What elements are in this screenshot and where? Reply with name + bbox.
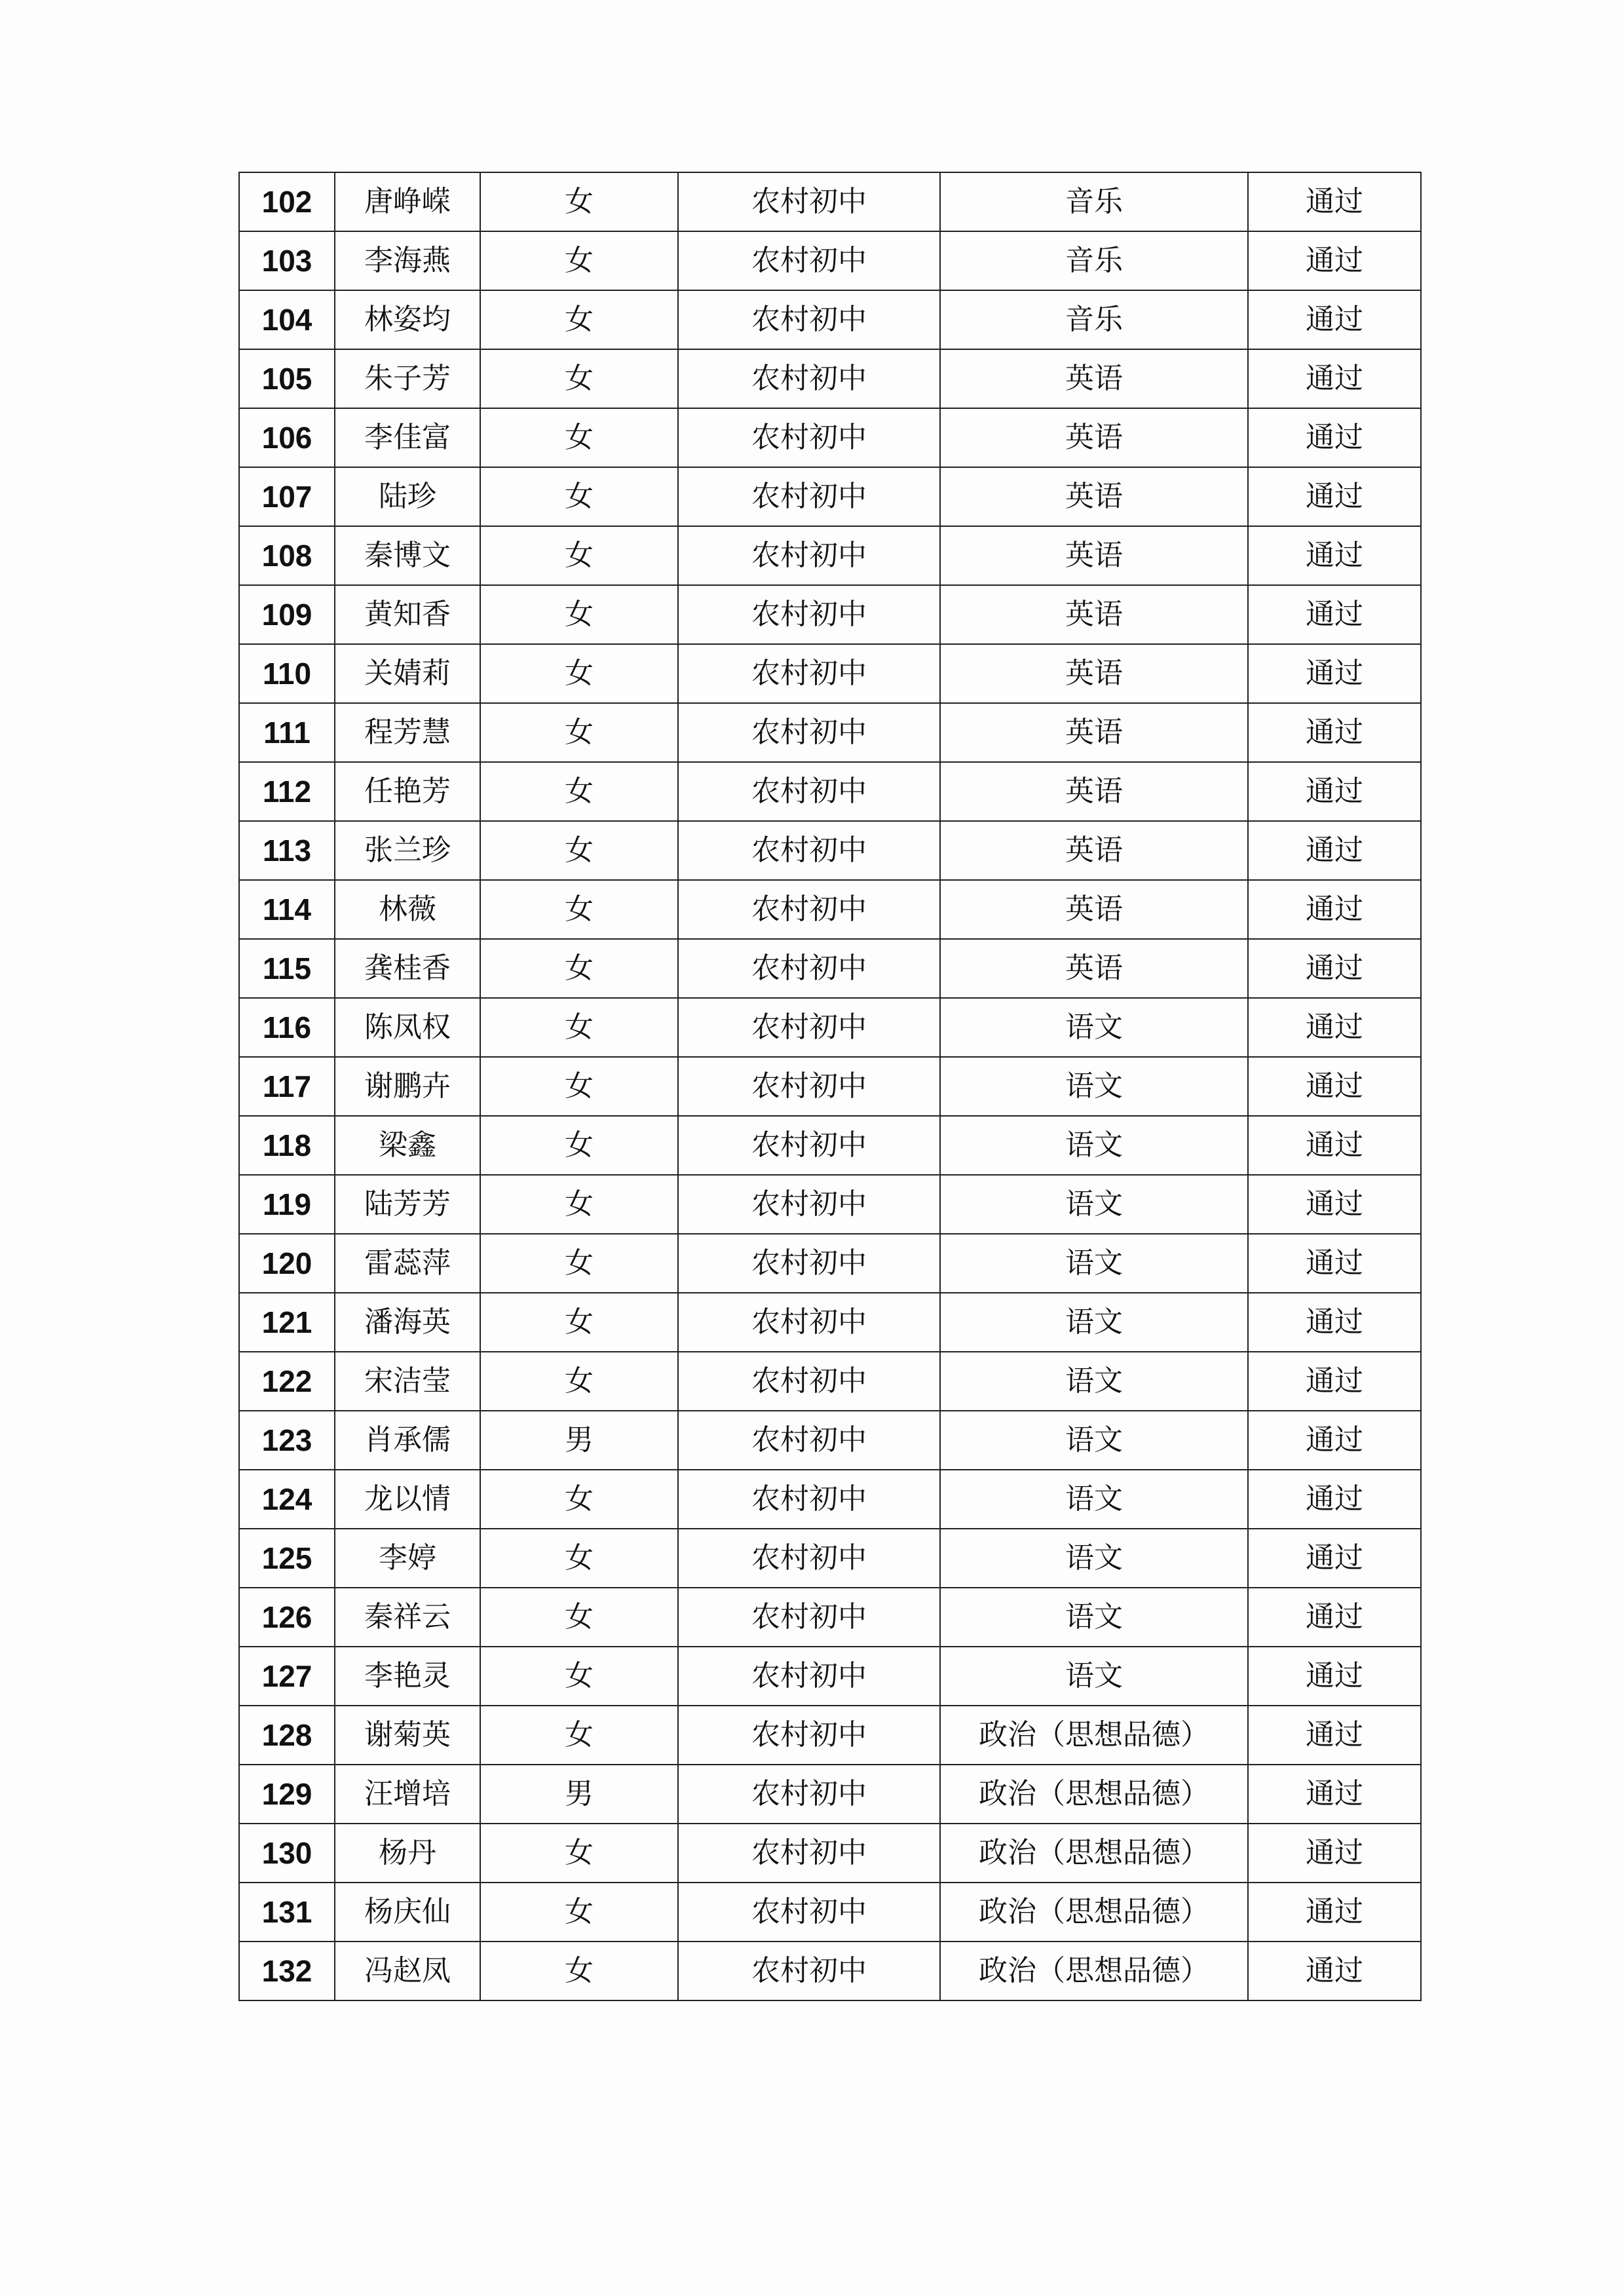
- table-row: [239, 1824, 1421, 1883]
- result-cell: 通过: [1248, 467, 1421, 526]
- school-type-cell: 农村初中: [678, 585, 940, 644]
- gender-cell: 女: [480, 762, 678, 821]
- gender-cell: 女: [480, 231, 678, 290]
- result-cell: 通过: [1248, 1057, 1421, 1116]
- subject-cell: 政治（思想品德）: [940, 1824, 1248, 1883]
- candidate-name: 潘海英: [335, 1293, 480, 1352]
- school-type-cell: 农村初中: [678, 1470, 940, 1529]
- gender-cell: 女: [480, 349, 678, 408]
- table-row: [239, 821, 1421, 880]
- gender-cell: 女: [480, 1234, 678, 1293]
- gender-cell: 女: [480, 1824, 678, 1883]
- candidate-name: 朱子芳: [335, 349, 480, 408]
- gender-cell: 女: [480, 290, 678, 349]
- school-type-cell: 农村初中: [678, 526, 940, 585]
- result-cell: 通过: [1248, 880, 1421, 939]
- row-number: 105: [239, 349, 335, 408]
- result-cell: 通过: [1248, 408, 1421, 467]
- result-cell: 通过: [1248, 1706, 1421, 1765]
- subject-cell: 音乐: [940, 231, 1248, 290]
- result-cell: 通过: [1248, 703, 1421, 762]
- result-cell: 通过: [1248, 1234, 1421, 1293]
- school-type-cell: 农村初中: [678, 1175, 940, 1234]
- gender-cell: 女: [480, 1883, 678, 1942]
- table-row: [239, 1293, 1421, 1352]
- subject-cell: 英语: [940, 644, 1248, 703]
- row-number: 107: [239, 467, 335, 526]
- school-type-cell: 农村初中: [678, 172, 940, 231]
- school-type-cell: 农村初中: [678, 821, 940, 880]
- row-number: 116: [239, 998, 335, 1057]
- gender-cell: 女: [480, 1942, 678, 2000]
- subject-cell: 语文: [940, 1588, 1248, 1647]
- subject-cell: 英语: [940, 526, 1248, 585]
- result-cell: 通过: [1248, 1824, 1421, 1883]
- school-type-cell: 农村初中: [678, 1116, 940, 1175]
- gender-cell: 女: [480, 1647, 678, 1706]
- school-type-cell: 农村初中: [678, 408, 940, 467]
- subject-cell: 语文: [940, 1470, 1248, 1529]
- candidate-name: 宋洁莹: [335, 1352, 480, 1411]
- school-type-cell: 农村初中: [678, 703, 940, 762]
- subject-cell: 语文: [940, 1411, 1248, 1470]
- school-type-cell: 农村初中: [678, 1824, 940, 1883]
- table-row: [239, 231, 1421, 290]
- table-row: [239, 703, 1421, 762]
- candidate-name: 陆珍: [335, 467, 480, 526]
- row-number: 109: [239, 585, 335, 644]
- table-row: [239, 1647, 1421, 1706]
- school-type-cell: 农村初中: [678, 1293, 940, 1352]
- school-type-cell: 农村初中: [678, 644, 940, 703]
- candidate-name: 杨丹: [335, 1824, 480, 1883]
- row-number: 130: [239, 1824, 335, 1883]
- candidate-name: 秦祥云: [335, 1588, 480, 1647]
- candidate-name: 李艳灵: [335, 1647, 480, 1706]
- school-type-cell: 农村初中: [678, 762, 940, 821]
- school-type-cell: 农村初中: [678, 880, 940, 939]
- candidate-name: 汪增培: [335, 1765, 480, 1824]
- candidate-name: 冯赵凤: [335, 1942, 480, 2000]
- subject-cell: 英语: [940, 880, 1248, 939]
- result-cell: 通过: [1248, 1942, 1421, 2000]
- table-row: [239, 644, 1421, 703]
- school-type-cell: 农村初中: [678, 1529, 940, 1588]
- subject-cell: 语文: [940, 1293, 1248, 1352]
- candidate-name: 龙以情: [335, 1470, 480, 1529]
- result-cell: 通过: [1248, 526, 1421, 585]
- row-number: 125: [239, 1529, 335, 1588]
- subject-cell: 政治（思想品德）: [940, 1942, 1248, 2000]
- table-row: [239, 1706, 1421, 1765]
- gender-cell: 女: [480, 1706, 678, 1765]
- table-row: [239, 585, 1421, 644]
- school-type-cell: 农村初中: [678, 1411, 940, 1470]
- result-cell: 通过: [1248, 644, 1421, 703]
- candidate-name: 谢菊英: [335, 1706, 480, 1765]
- candidate-name: 梁鑫: [335, 1116, 480, 1175]
- candidate-name: 陈凤权: [335, 998, 480, 1057]
- row-number: 111: [239, 703, 335, 762]
- gender-cell: 女: [480, 703, 678, 762]
- gender-cell: 女: [480, 880, 678, 939]
- subject-cell: 英语: [940, 762, 1248, 821]
- candidate-name: 黄知香: [335, 585, 480, 644]
- row-number: 124: [239, 1470, 335, 1529]
- row-number: 118: [239, 1116, 335, 1175]
- candidate-name: 谢鹏卉: [335, 1057, 480, 1116]
- row-number: 106: [239, 408, 335, 467]
- table-row: [239, 349, 1421, 408]
- result-cell: 通过: [1248, 821, 1421, 880]
- gender-cell: 女: [480, 1057, 678, 1116]
- school-type-cell: 农村初中: [678, 349, 940, 408]
- candidate-name: 任艳芳: [335, 762, 480, 821]
- row-number: 132: [239, 1942, 335, 2000]
- gender-cell: 女: [480, 585, 678, 644]
- result-cell: 通过: [1248, 1529, 1421, 1588]
- gender-cell: 女: [480, 1116, 678, 1175]
- row-number: 120: [239, 1234, 335, 1293]
- gender-cell: 女: [480, 526, 678, 585]
- school-type-cell: 农村初中: [678, 1234, 940, 1293]
- table-row: [239, 408, 1421, 467]
- candidate-name: 林薇: [335, 880, 480, 939]
- row-number: 103: [239, 231, 335, 290]
- row-number: 127: [239, 1647, 335, 1706]
- candidate-name: 林姿均: [335, 290, 480, 349]
- school-type-cell: 农村初中: [678, 1765, 940, 1824]
- subject-cell: 英语: [940, 939, 1248, 998]
- subject-cell: 英语: [940, 467, 1248, 526]
- row-number: 113: [239, 821, 335, 880]
- gender-cell: 女: [480, 1529, 678, 1588]
- subject-cell: 语文: [940, 998, 1248, 1057]
- result-cell: 通过: [1248, 1352, 1421, 1411]
- result-cell: 通过: [1248, 1588, 1421, 1647]
- gender-cell: 女: [480, 644, 678, 703]
- result-cell: 通过: [1248, 1883, 1421, 1942]
- candidate-name: 李佳富: [335, 408, 480, 467]
- school-type-cell: 农村初中: [678, 290, 940, 349]
- result-cell: 通过: [1248, 1411, 1421, 1470]
- candidate-name: 秦博文: [335, 526, 480, 585]
- table-row: [239, 939, 1421, 998]
- subject-cell: 英语: [940, 821, 1248, 880]
- school-type-cell: 农村初中: [678, 1352, 940, 1411]
- gender-cell: 男: [480, 1411, 678, 1470]
- candidate-name: 李婷: [335, 1529, 480, 1588]
- result-cell: 通过: [1248, 1647, 1421, 1706]
- subject-cell: 英语: [940, 349, 1248, 408]
- subject-cell: 音乐: [940, 172, 1248, 231]
- table-row: [239, 1883, 1421, 1942]
- table-row: [239, 526, 1421, 585]
- table-row: [239, 998, 1421, 1057]
- school-type-cell: 农村初中: [678, 998, 940, 1057]
- subject-cell: 语文: [940, 1116, 1248, 1175]
- candidate-name: 杨庆仙: [335, 1883, 480, 1942]
- result-cell: 通过: [1248, 172, 1421, 231]
- table-row: [239, 1765, 1421, 1824]
- row-number: 131: [239, 1883, 335, 1942]
- subject-cell: 政治（思想品德）: [940, 1706, 1248, 1765]
- table-row: [239, 880, 1421, 939]
- subject-cell: 语文: [940, 1647, 1248, 1706]
- result-cell: 通过: [1248, 1116, 1421, 1175]
- candidate-name: 程芳慧: [335, 703, 480, 762]
- candidate-name: 张兰珍: [335, 821, 480, 880]
- row-number: 117: [239, 1057, 335, 1116]
- row-number: 122: [239, 1352, 335, 1411]
- result-cell: 通过: [1248, 290, 1421, 349]
- table-row: [239, 1529, 1421, 1588]
- school-type-cell: 农村初中: [678, 1588, 940, 1647]
- candidate-name: 李海燕: [335, 231, 480, 290]
- subject-cell: 英语: [940, 585, 1248, 644]
- candidate-name: 龚桂香: [335, 939, 480, 998]
- row-number: 104: [239, 290, 335, 349]
- table-row: [239, 762, 1421, 821]
- subject-cell: 语文: [940, 1529, 1248, 1588]
- gender-cell: 女: [480, 467, 678, 526]
- result-cell: 通过: [1248, 585, 1421, 644]
- row-number: 110: [239, 644, 335, 703]
- subject-cell: 语文: [940, 1175, 1248, 1234]
- subject-cell: 语文: [940, 1352, 1248, 1411]
- subject-cell: 政治（思想品德）: [940, 1765, 1248, 1824]
- row-number: 123: [239, 1411, 335, 1470]
- gender-cell: 男: [480, 1765, 678, 1824]
- candidate-name: 唐峥嵘: [335, 172, 480, 231]
- school-type-cell: 农村初中: [678, 467, 940, 526]
- candidate-name: 关婧莉: [335, 644, 480, 703]
- table-row: [239, 1470, 1421, 1529]
- school-type-cell: 农村初中: [678, 1647, 940, 1706]
- row-number: 121: [239, 1293, 335, 1352]
- result-cell: 通过: [1248, 349, 1421, 408]
- school-type-cell: 农村初中: [678, 231, 940, 290]
- row-number: 126: [239, 1588, 335, 1647]
- row-number: 129: [239, 1765, 335, 1824]
- table-row: [239, 172, 1421, 231]
- result-cell: 通过: [1248, 1470, 1421, 1529]
- result-cell: 通过: [1248, 939, 1421, 998]
- result-cell: 通过: [1248, 1765, 1421, 1824]
- table-row: [239, 1116, 1421, 1175]
- result-cell: 通过: [1248, 1293, 1421, 1352]
- table-row: [239, 1234, 1421, 1293]
- subject-cell: 音乐: [940, 290, 1248, 349]
- gender-cell: 女: [480, 998, 678, 1057]
- result-cell: 通过: [1248, 998, 1421, 1057]
- subject-cell: 语文: [940, 1057, 1248, 1116]
- gender-cell: 女: [480, 1293, 678, 1352]
- candidate-name: 雷蕊萍: [335, 1234, 480, 1293]
- gender-cell: 女: [480, 1175, 678, 1234]
- subject-cell: 语文: [940, 1234, 1248, 1293]
- table-row: [239, 467, 1421, 526]
- row-number: 108: [239, 526, 335, 585]
- gender-cell: 女: [480, 1352, 678, 1411]
- gender-cell: 女: [480, 939, 678, 998]
- candidate-name: 肖承儒: [335, 1411, 480, 1470]
- results-table: [238, 172, 1422, 2001]
- table-row: [239, 290, 1421, 349]
- school-type-cell: 农村初中: [678, 1706, 940, 1765]
- gender-cell: 女: [480, 408, 678, 467]
- row-number: 128: [239, 1706, 335, 1765]
- subject-cell: 英语: [940, 408, 1248, 467]
- row-number: 115: [239, 939, 335, 998]
- candidate-name: 陆芳芳: [335, 1175, 480, 1234]
- gender-cell: 女: [480, 172, 678, 231]
- gender-cell: 女: [480, 1588, 678, 1647]
- table-row: [239, 1942, 1421, 2000]
- results-table-body: [239, 172, 1421, 2000]
- gender-cell: 女: [480, 821, 678, 880]
- row-number: 114: [239, 880, 335, 939]
- row-number: 102: [239, 172, 335, 231]
- row-number: 112: [239, 762, 335, 821]
- table-row: [239, 1411, 1421, 1470]
- result-cell: 通过: [1248, 231, 1421, 290]
- table-row: [239, 1588, 1421, 1647]
- row-number: 119: [239, 1175, 335, 1234]
- school-type-cell: 农村初中: [678, 1883, 940, 1942]
- school-type-cell: 农村初中: [678, 939, 940, 998]
- school-type-cell: 农村初中: [678, 1942, 940, 2000]
- table-row: [239, 1352, 1421, 1411]
- gender-cell: 女: [480, 1470, 678, 1529]
- school-type-cell: 农村初中: [678, 1057, 940, 1116]
- table-row: [239, 1057, 1421, 1116]
- subject-cell: 政治（思想品德）: [940, 1883, 1248, 1942]
- result-cell: 通过: [1248, 762, 1421, 821]
- table-row: [239, 1175, 1421, 1234]
- subject-cell: 英语: [940, 703, 1248, 762]
- result-cell: 通过: [1248, 1175, 1421, 1234]
